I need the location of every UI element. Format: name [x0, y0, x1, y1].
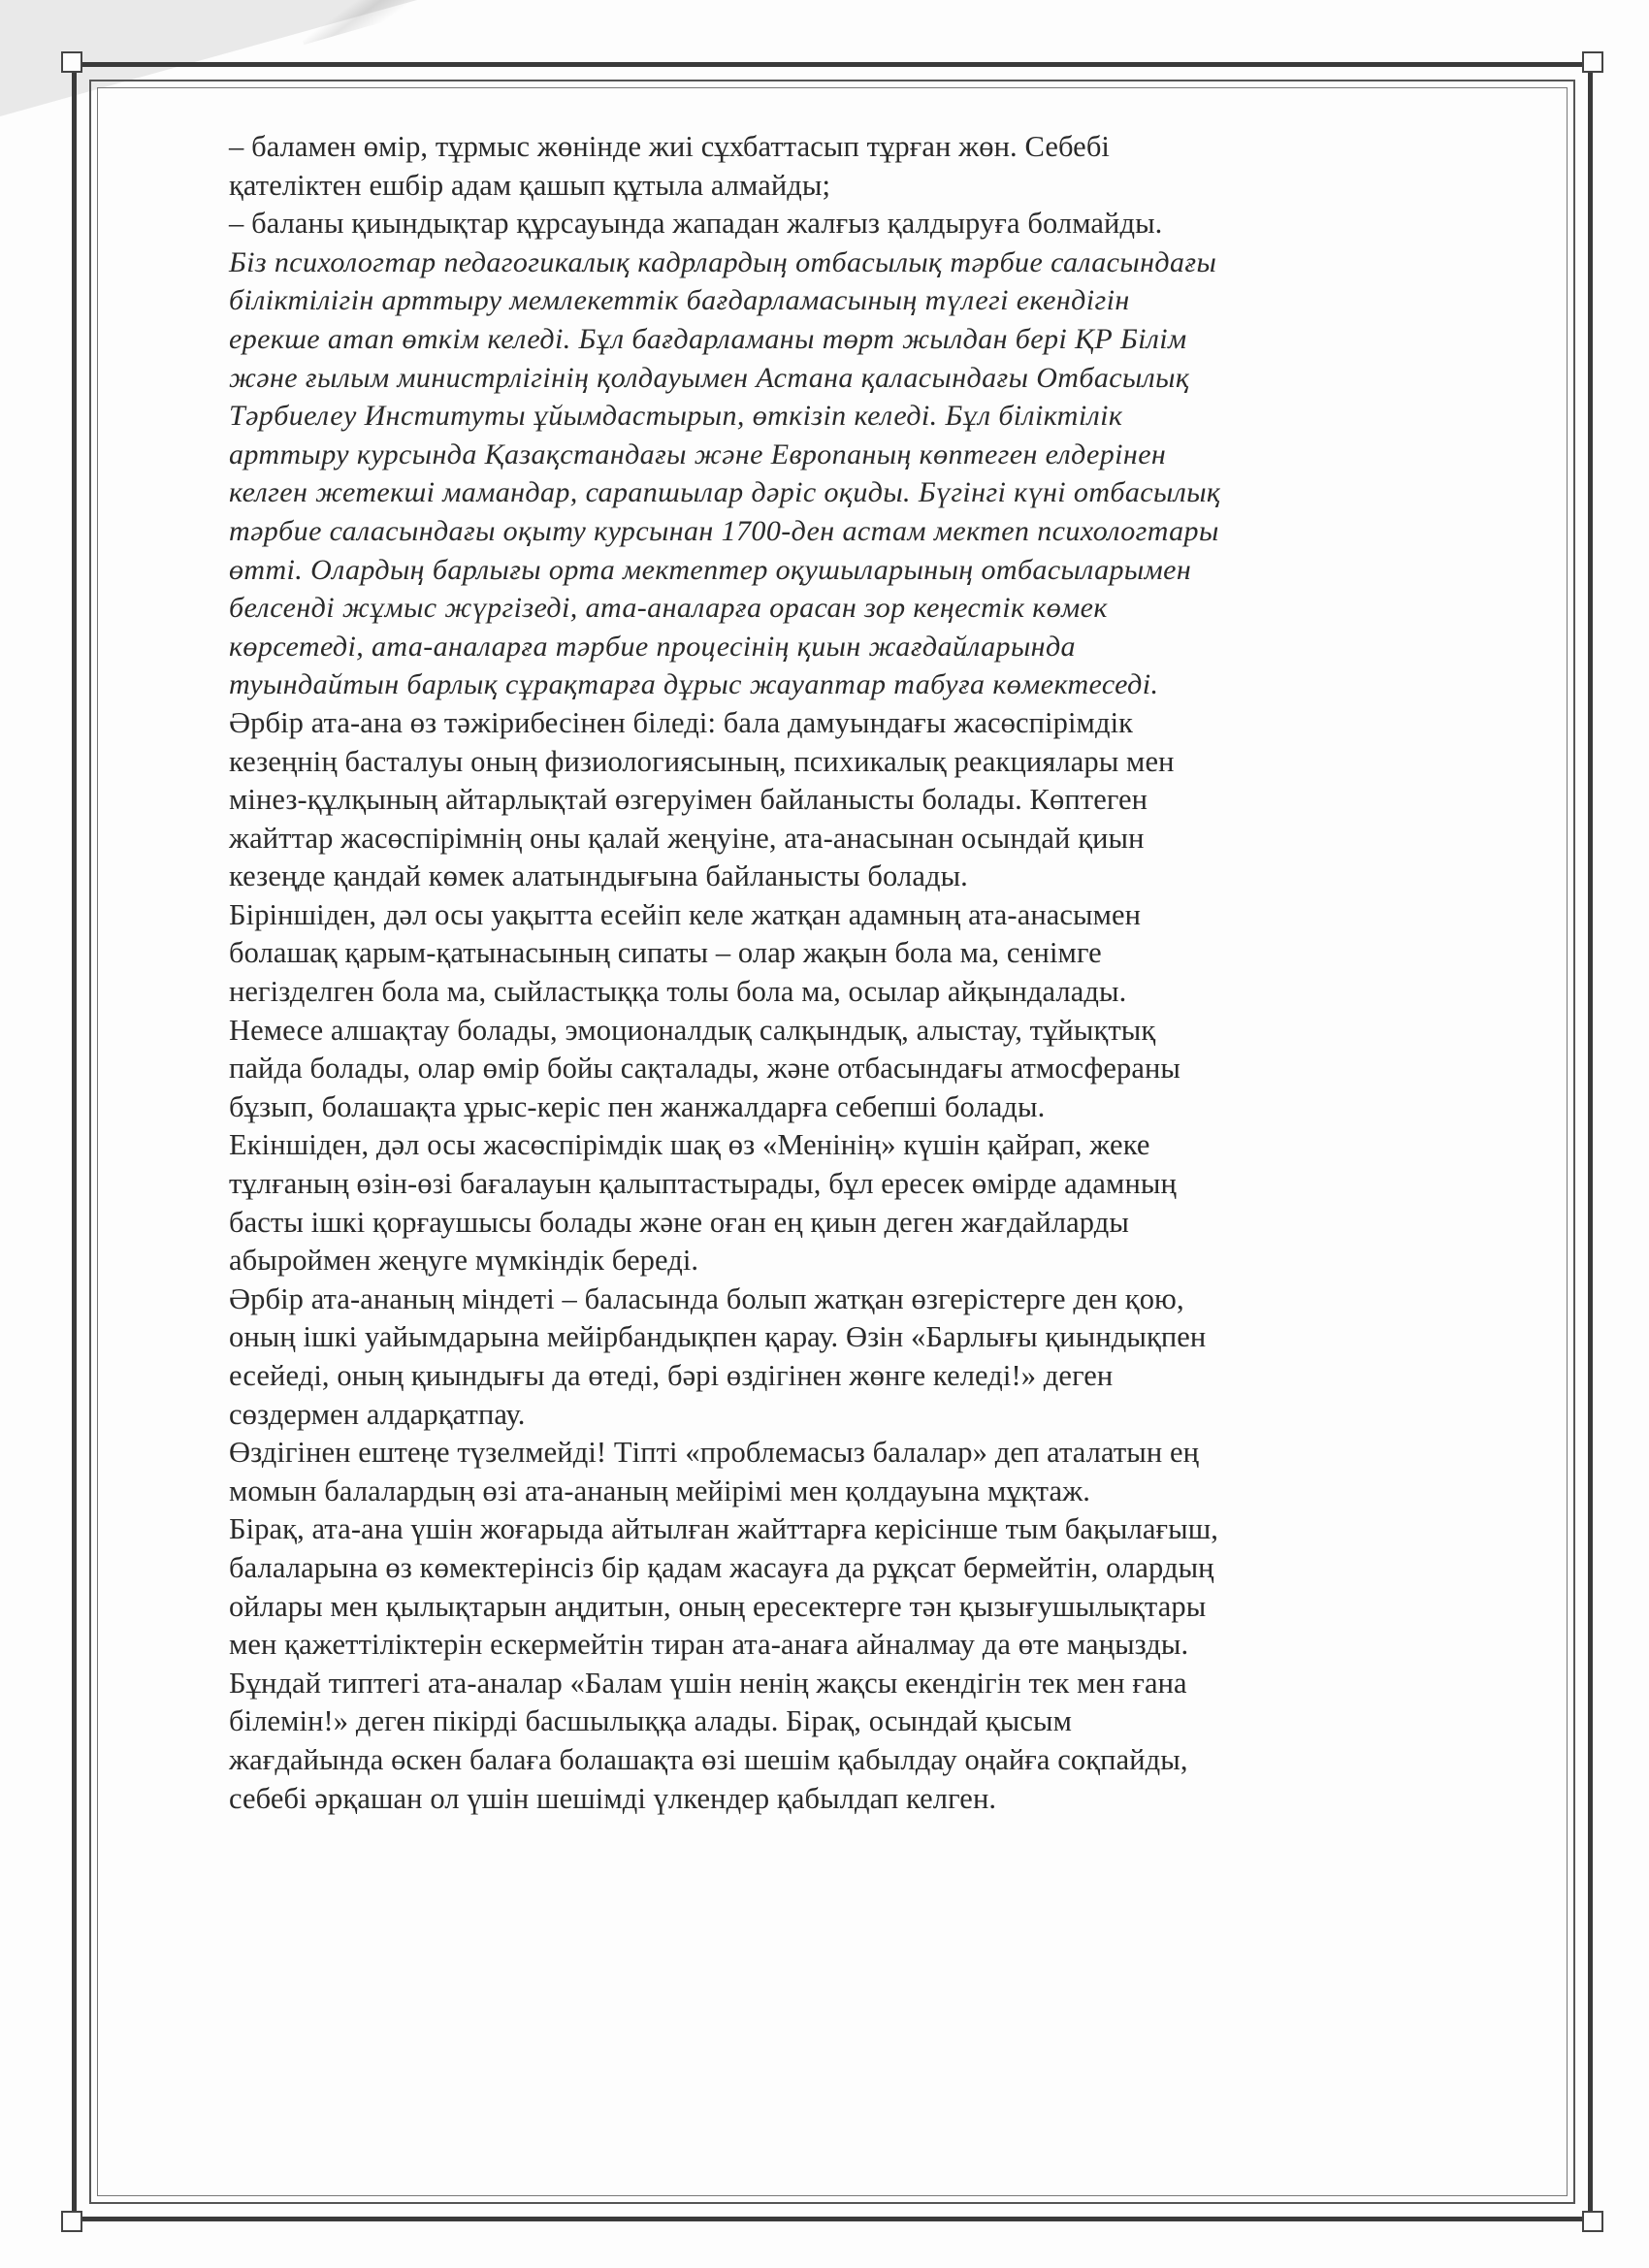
text-line: ойлары мен қылықтарын аңдитын, оның ересектерге тән қызығушылықтары	[229, 1589, 1207, 1623]
text-line: туындайтын барлық сұрақтарға дұрыс жауаптар табуға көмектеседі.	[229, 668, 1159, 701]
text-line: сөздермен алдарқатпау.	[229, 1397, 526, 1431]
text-line: – баламен өмір, тұрмыс жөнінде жиі сұхбаттасып тұрған жөн. Себебі	[229, 130, 1111, 163]
text-line: белсенді жұмыс жүргізеді, ата-аналарға орасан зор кеңестік көмек	[229, 592, 1108, 625]
border-corner-ornament-bottom-right	[1582, 2211, 1603, 2232]
border-corner-ornament-top-left	[61, 51, 82, 73]
text-line: және ғылым министрлігінің қолдауымен Астана қаласындағы Отбасылық	[229, 361, 1190, 394]
text-line: Әрбір ата-ананың міндеті – баласында болып жатқан өзгерістерге ден қою,	[229, 1281, 1184, 1315]
text-line: тәрбие саласындағы оқыту курсынан 1700-ден астам мектеп психологтары	[229, 514, 1219, 547]
text-line: тұлғаның өзін-өзі бағалауын қалыптастырады, бұл ересек өмірде адамның	[229, 1167, 1177, 1201]
text-line: негізделген бола ма, сыйластыққа толы бола ма, осылар айқындалады.	[229, 975, 1127, 1009]
text-line: есейеді, оның қиындығы да өтеді, бәрі өздігінен жөнге келеді!» деген	[229, 1359, 1114, 1392]
text-line: себебі әрқашан ол үшін шешімді үлкендер қабылдап келген.	[229, 1781, 997, 1815]
text-line: кезеңнің басталуы оның физиологиясының, психикалық реакциялары мен	[229, 744, 1175, 778]
text-line: абыроймен жеңуге мүмкіндік береді.	[229, 1244, 699, 1278]
text-line: білемін!» деген пікірді басшылыққа алады. Бірақ, осындай қысым	[229, 1704, 1073, 1738]
text-line: жайттар жасөспірімнің оны қалай жеңуіне, ата-анасынан осындай қиын	[229, 821, 1145, 855]
text-line: ерекше атап өткім келеді. Бұл бағдарламаны төрт жылдан бері ҚР Білім	[229, 322, 1187, 355]
text-line: Біз психологтар педагогикалық кадрлардың отбасылық тәрбие саласындағы	[229, 245, 1217, 278]
text-line: – баланы қиындықтар құрсауында жападан жалғыз қалдыруға болмайды.	[229, 207, 1163, 241]
text-line: мінез-құлқының айтарлықтай өзгеруімен байланысты болады. Көптеген	[229, 783, 1148, 817]
text-line: Бұндай типтегі ата-аналар «Балам үшін ненің жақсы екендігін тек мен ғана	[229, 1666, 1187, 1700]
border-corner-ornament-bottom-left	[61, 2211, 82, 2232]
text-line: жағдайында өскен балаға болашақта өзі шешім қабылдау оңайға соқпайды,	[229, 1742, 1188, 1776]
text-line: біліктілігін арттыру мемлекеттік бағдарламасының түлегі екендігін	[229, 284, 1130, 317]
text-line: өтті. Олардың барлығы орта мектептер оқушыларының отбасыларымен	[229, 553, 1192, 586]
text-line: Екіншіден, дәл осы жасөспірімдік шақ өз «Менінің» күшін қайрап, жеке	[229, 1128, 1150, 1162]
text-line: Бірақ, ата-ана үшін жоғарыда айтылған жайттарға керісінше тым бақылағыш,	[229, 1512, 1218, 1546]
text-line: мен қажеттіліктерін ескермейтін тиран ата-анаға айналмау да өте маңызды.	[229, 1628, 1189, 1662]
text-line: көрсетеді, ата-аналарға тәрбие процесінің қиын жағдайларында	[229, 630, 1076, 663]
text-line: кезеңде қандай көмек алатындығына байланысты болады.	[229, 859, 968, 893]
border-corner-ornament-top-right	[1582, 51, 1603, 73]
text-line: қателіктен ешбір адам қашып құтыла алмайды;	[229, 168, 831, 202]
text-line: бұзып, болашақта ұрыс-керіс пен жанжалдарға себепші болады.	[229, 1089, 1046, 1123]
text-line: балаларына өз көмектерінсіз бір қадам жасауға да рұқсат бермейтін, олардың	[229, 1550, 1214, 1584]
text-line: арттыру курсында Қазақстандағы және Европаның көптеген елдерінен	[229, 437, 1167, 470]
document-body	[229, 128, 1509, 1818]
text-line: Біріншіден, дәл осы уақытта есейіп келе жатқан адамның ата-анасымен	[229, 897, 1142, 931]
text-line: болашақ қарым-қатынасының сипаты – олар жақын бола ма, сенімге	[229, 936, 1102, 970]
text-line: басты ішкі қорғаушысы болады және оған ең қиын деген жағдайларды	[229, 1205, 1129, 1239]
text-line: Өздігінен ештеңе түзелмейді! Тіпті «проблемасыз балалар» деп аталатын ең	[229, 1436, 1200, 1470]
text-line: момын балалардың өзі ата-ананың мейірімі мен қолдауына мұқтаж.	[229, 1474, 1090, 1507]
text-line: Немесе алшақтау болады, эмоционалдық салқындық, алыстау, тұйықтық	[229, 1013, 1156, 1047]
text-line: Тәрбиелеу Институты ұйымдастырып, өткізіп келеді. Бұл біліктілік	[229, 400, 1123, 433]
text-line: оның ішкі уайымдарына мейірбандықпен қарау. Өзін «Барлығы қиындықпен	[229, 1320, 1207, 1354]
text-line: Әрбір ата-ана өз тәжірибесінен біледі: бала дамуындағы жасөспірімдік	[229, 705, 1134, 739]
text-line: келген жетекші мамандар, сарапшылар дәріс оқиды. Бүгінгі күні отбасылық	[229, 476, 1221, 509]
text-line: пайда болады, олар өмір бойы сақталады, және отбасындағы атмосфераны	[229, 1052, 1180, 1085]
